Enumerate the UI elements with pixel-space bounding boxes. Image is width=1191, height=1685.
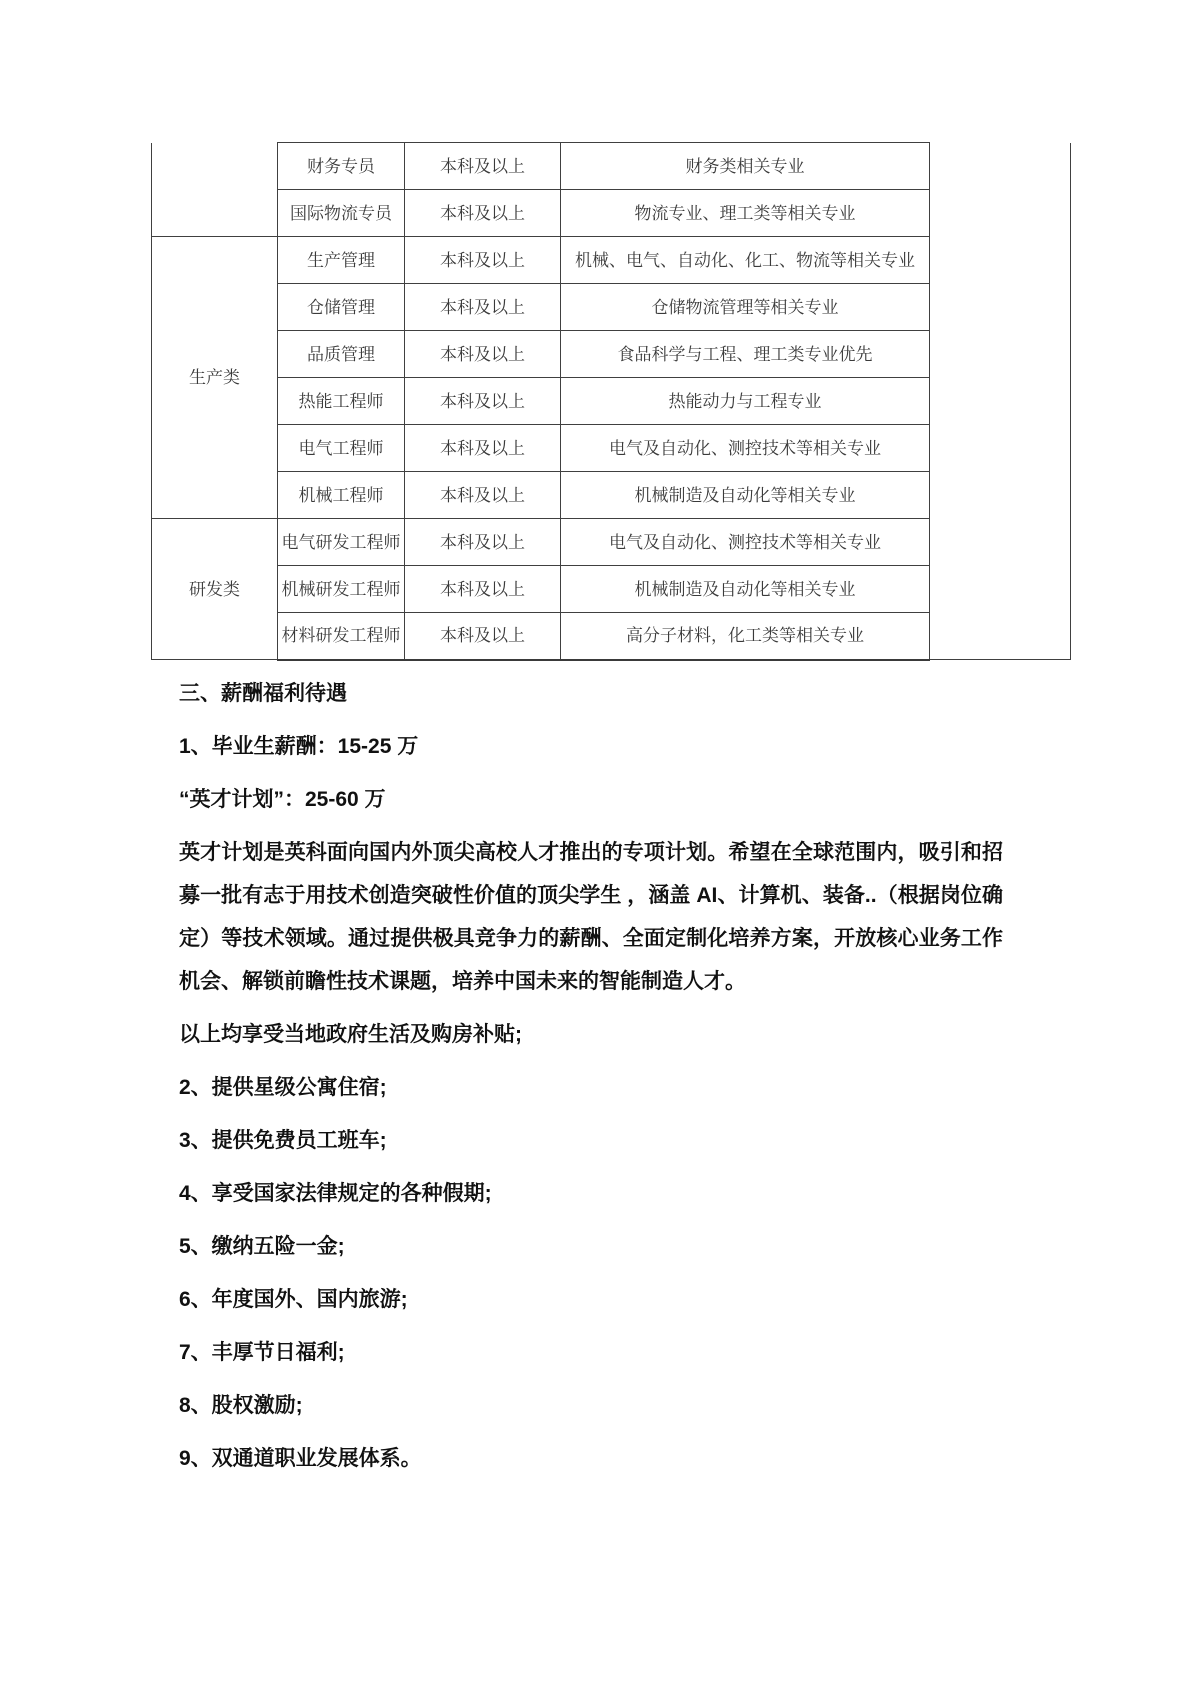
major-cell: 电气及自动化、测控技术等相关专业 (561, 519, 930, 566)
benefit-item: 8、股权激励; (179, 1394, 303, 1417)
education-cell: 本科及以上 (405, 566, 561, 613)
education-cell: 本科及以上 (405, 331, 561, 378)
benefit-item: 3、提供免费员工班车; (179, 1129, 387, 1152)
benefit-item: 6、年度国外、国内旅游; (179, 1288, 408, 1311)
category-cell (152, 143, 278, 237)
location-cell (930, 143, 1071, 660)
position-cell: 国际物流专员 (278, 190, 405, 237)
position-cell: 仓储管理 (278, 284, 405, 331)
major-cell: 高分子材料，化工类等相关专业 (561, 613, 930, 660)
education-cell: 本科及以上 (405, 237, 561, 284)
education-cell: 本科及以上 (405, 613, 561, 660)
position-cell: 品质管理 (278, 331, 405, 378)
category-cell: 研发类 (152, 519, 278, 660)
job-table (151, 142, 1071, 661)
position-cell: 电气研发工程师 (278, 519, 405, 566)
benefit-item: 2、提供星级公寓住宿; (179, 1076, 387, 1099)
subsidy-note: 以上均享受当地政府生活及购房补贴; (179, 1023, 522, 1046)
job-table-container (151, 142, 1071, 661)
education-cell: 本科及以上 (405, 472, 561, 519)
major-cell: 热能动力与工程专业 (561, 378, 930, 425)
major-cell: 机械、电气、自动化、化工、物流等相关专业 (561, 237, 930, 284)
benefit-item: 7、丰厚节日福利; (179, 1341, 345, 1364)
position-cell: 财务专员 (278, 143, 405, 190)
education-cell: 本科及以上 (405, 378, 561, 425)
major-cell: 电气及自动化、测控技术等相关专业 (561, 425, 930, 472)
elite-plan-paragraph: 英才计划是英科面向国内外顶尖高校人才推出的专项计划。希望在全球范围内，吸引和招募一批有志于用技术创造突破性价值的顶尖学生 ，涵盖 AI、计算机、装备..（根据岗位确定）等技术领域。通过提供极具竞争力的薪酬、全面定制化培养方案，开放核心业务工作机会、解锁前瞻性技术课题，培养中国未来的智能制造人才。 (179, 841, 1003, 993)
benefit-item: 5、缴纳五险一金; (179, 1235, 345, 1258)
graduate-salary-line: 1、毕业生薪酬：15-25 万 (179, 735, 419, 758)
benefit-item: 9、双通道职业发展体系。 (179, 1447, 422, 1470)
position-cell: 生产管理 (278, 237, 405, 284)
education-cell: 本科及以上 (405, 519, 561, 566)
major-cell: 财务类相关专业 (561, 143, 930, 190)
major-cell: 物流专业、理工类等相关专业 (561, 190, 930, 237)
position-cell: 机械研发工程师 (278, 566, 405, 613)
elite-plan-salary-line: “英才计划”：25-60 万 (179, 788, 386, 811)
major-cell: 仓储物流管理等相关专业 (561, 284, 930, 331)
benefit-item: 4、享受国家法律规定的各种假期; (179, 1182, 492, 1205)
major-cell: 机械制造及自动化等相关专业 (561, 472, 930, 519)
benefits-section (179, 672, 1003, 1490)
position-cell: 电气工程师 (278, 425, 405, 472)
table-row (152, 143, 1071, 190)
education-cell: 本科及以上 (405, 284, 561, 331)
major-cell: 食品科学与工程、理工类专业优先 (561, 331, 930, 378)
position-cell: 机械工程师 (278, 472, 405, 519)
position-cell: 热能工程师 (278, 378, 405, 425)
education-cell: 本科及以上 (405, 143, 561, 190)
position-cell: 材料研发工程师 (278, 613, 405, 660)
education-cell: 本科及以上 (405, 425, 561, 472)
education-cell: 本科及以上 (405, 190, 561, 237)
major-cell: 机械制造及自动化等相关专业 (561, 566, 930, 613)
category-cell: 生产类 (152, 237, 278, 519)
section-heading: 三、薪酬福利待遇 (179, 682, 347, 705)
